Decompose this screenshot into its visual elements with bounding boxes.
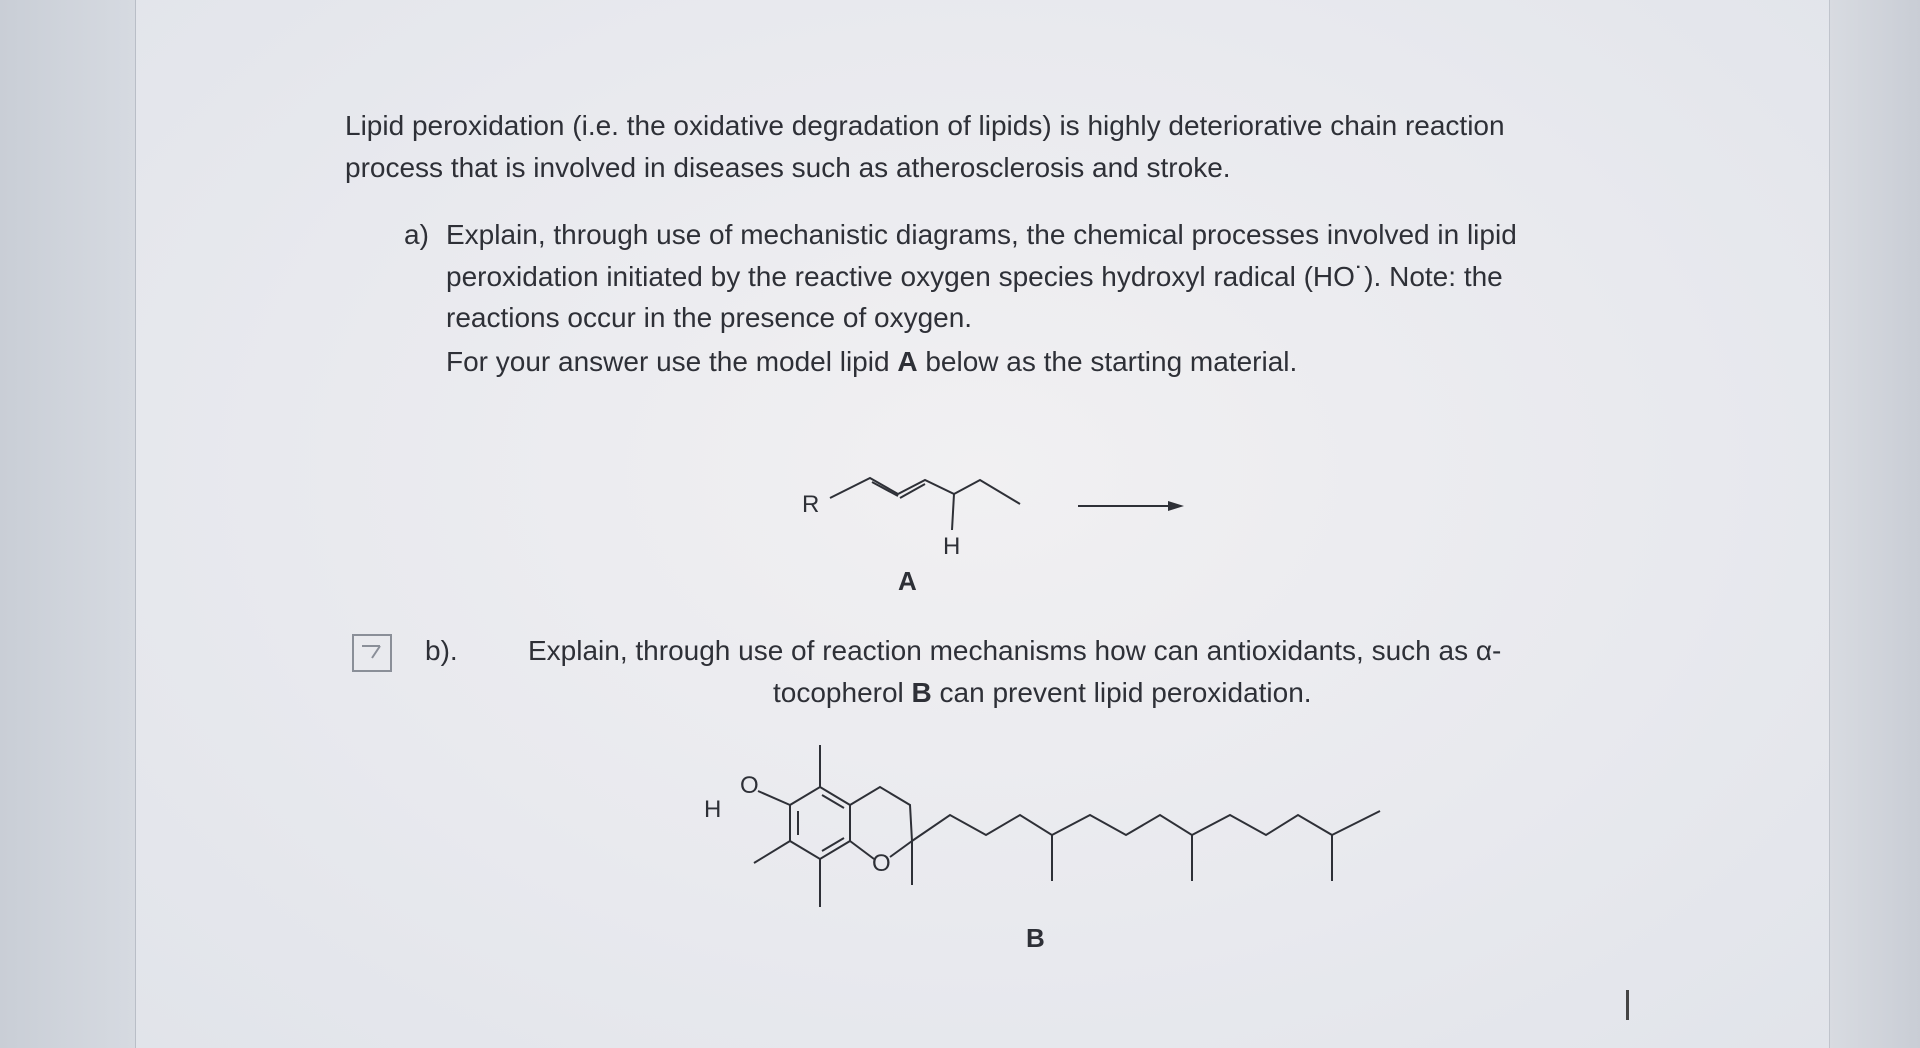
- part-a-line-4-post: below as the starting material.: [917, 346, 1298, 377]
- phytyl-chain-1: [912, 815, 1052, 881]
- part-b-line-2: [773, 673, 1312, 713]
- pyran-ring-o-bond-2: [890, 841, 912, 857]
- part-a-label: a): [404, 219, 429, 250]
- monitor-bezel-left: [0, 0, 136, 1048]
- phytyl-chain-end: [1332, 811, 1380, 835]
- pyran-ring-top: [850, 787, 912, 841]
- part-b-line-2-bold: B: [911, 677, 932, 708]
- part-b-line-1: Explain, through use of reaction mechanisms how can antioxidants, such as α-: [528, 635, 1502, 666]
- lipid-a-r-label: R: [802, 491, 820, 518]
- part-a-line-3: reactions occur in the presence of oxygen.: [446, 302, 973, 333]
- aromatic-inner-bond-3: [822, 838, 844, 851]
- methyl-left: [754, 841, 790, 863]
- monitor-bezel-right: [1829, 0, 1920, 1048]
- text-cursor: [1626, 990, 1629, 1020]
- pyran-ring-o-bond-1: [850, 841, 874, 859]
- lipid-a-h-label: H: [943, 533, 961, 560]
- part-a-line-4-bold: A: [897, 346, 918, 377]
- aromatic-inner-bond-2: [822, 795, 844, 808]
- phytyl-chain-2: [1052, 815, 1192, 881]
- part-a-line-2: peroxidation initiated by the reactive oxygen species hydroxyl radical (HO˙). Note: the: [446, 261, 1503, 292]
- reaction-arrow-head: [1168, 501, 1184, 511]
- hydroxyl-h-label: H: [704, 796, 722, 823]
- part-b-label: b).: [425, 635, 458, 666]
- part-a-line-4: [446, 342, 1297, 382]
- intro-line-1: Lipid peroxidation (i.e. the oxidative degradation of lipids) is highly deteriorative chain reaction: [345, 110, 1505, 141]
- lipid-a-chain-end: [954, 480, 1020, 504]
- part-b-line-2-post: can prevent lipid peroxidation.: [931, 677, 1312, 708]
- checkbox-icon: [360, 642, 384, 664]
- ring-o-label: O: [872, 850, 891, 877]
- hydroxyl-bond: [758, 791, 790, 805]
- tocopherol-b-structure: [690, 735, 1410, 965]
- lipid-a-double-bond: [872, 482, 898, 496]
- part-a-line-1: Explain, through use of mechanistic diagrams, the chemical processes involved in lipid: [446, 219, 1517, 250]
- answer-checkbox[interactable]: [352, 634, 392, 672]
- compound-b-label: B: [1026, 923, 1045, 953]
- phytyl-chain-3: [1192, 815, 1332, 881]
- intro-line-2: process that is involved in diseases such as atherosclerosis and stroke.: [345, 152, 1231, 183]
- hydroxyl-o-label: O: [740, 772, 759, 799]
- lipid-a-chain: [830, 478, 954, 530]
- part-b-line-2-pre: tocopherol: [773, 677, 912, 708]
- part-a-line-4-pre: For your answer use the model lipid: [446, 346, 898, 377]
- compound-a-label: A: [898, 566, 917, 596]
- lipid-a-structure: [780, 460, 1220, 600]
